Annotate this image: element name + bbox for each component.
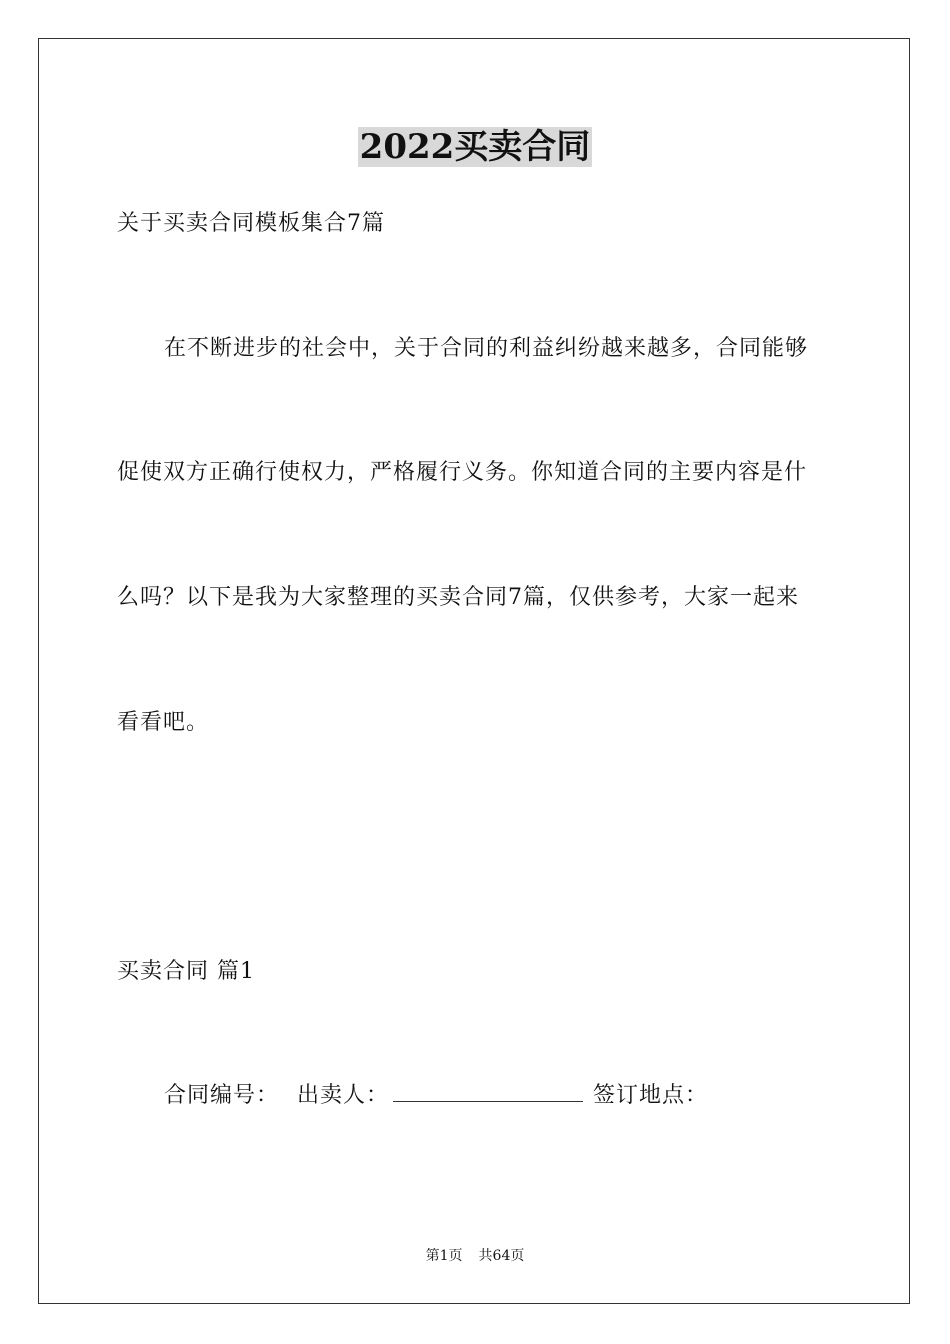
seller-label: 出卖人： xyxy=(297,1083,390,1108)
document-title-text: 2022买卖合同 xyxy=(359,127,591,167)
intro-line-1: 在不断进步的社会中，关于合同的利益纠纷越来越多，合同能够 xyxy=(164,336,809,361)
signing-place-label: 签订地点： xyxy=(593,1083,709,1108)
intro-line-4: 看看吧。 xyxy=(117,710,210,735)
intro-line-2: 促使双方正确行使权力，严格履行义务。你知道合同的主要内容是什 xyxy=(117,460,808,485)
page-footer xyxy=(0,1246,950,1266)
page-number: 第1页 xyxy=(425,1248,463,1264)
seller-blank-field xyxy=(393,1081,583,1102)
intro-line-3: 么吗？以下是我为大家整理的买卖合同7篇，仅供参考，大家一起来 xyxy=(117,585,799,610)
section-heading: 买卖合同 篇1 xyxy=(117,959,255,984)
document-title xyxy=(0,124,950,170)
contract-fields-line xyxy=(164,1081,884,1111)
document-subtitle: 关于买卖合同模板集合7篇 xyxy=(117,211,385,236)
page-total: 共64页 xyxy=(478,1248,525,1264)
contract-number-label: 合同编号： xyxy=(164,1083,280,1108)
